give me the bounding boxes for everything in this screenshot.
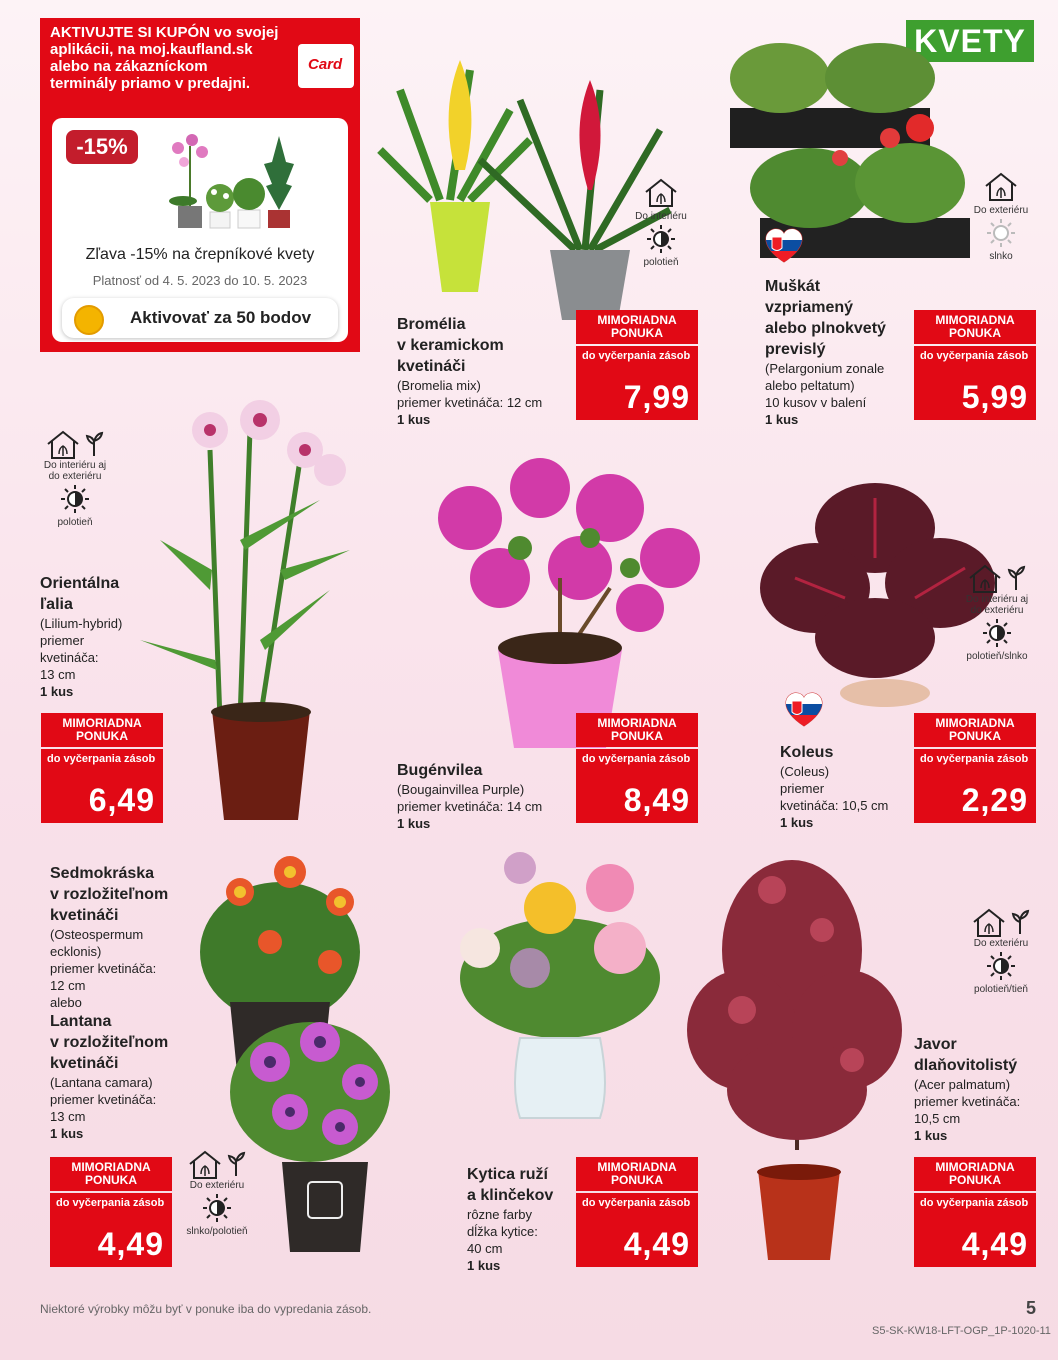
half-shade-shade-label: polotieň/tieň: [974, 984, 1028, 995]
activate-button-label: Aktivovať za 50 bodov: [130, 308, 312, 327]
product-desc: (Osteospermum ecklonis) priemer kvetináča: 12 cm alebo: [50, 927, 157, 1010]
product-name: Bromélia v keramickom kvetináči: [397, 316, 504, 375]
footer-note: Niektoré výrobky môžu byť v ponuke iba do vypredania zásob.: [40, 1302, 372, 1316]
coupon-validity: Platnosť od 4. 5. 2023 do 10. 5. 2023: [92, 273, 308, 288]
sprout-icon: [1006, 564, 1026, 590]
sun-half-shade-icon: [202, 1193, 232, 1223]
price-panel: [50, 1193, 172, 1267]
product-qty: 1 kus: [40, 684, 74, 699]
product-name-alt: Lantana v rozložiteľnom kvetináči: [50, 1013, 169, 1072]
stock-note: do vyčerpania zásob: [47, 753, 156, 765]
half-shade-icon: [60, 484, 90, 514]
offer-badge: MIMORIADNA PONUKA: [576, 310, 698, 344]
price: 4,49: [961, 1226, 1028, 1262]
product-koleus: [780, 742, 910, 831]
sun-half-shade-label: slnko/polotieň: [186, 1226, 248, 1237]
product-qty: 1 kus: [397, 816, 431, 831]
coupon-card: [52, 118, 348, 342]
stock-note: do vyčerpania zásob: [56, 1197, 165, 1209]
activate-coupon-button[interactable]: [62, 298, 338, 338]
half-shade-label: polotieň: [57, 517, 93, 528]
kaufland-card-logo: [298, 44, 354, 88]
coupon-description: Zľava -15% na črepníkové kvety: [85, 246, 315, 263]
offer-badge: MIMORIADNA PONUKA: [576, 713, 698, 747]
sun-icon: [986, 218, 1016, 248]
sprout-icon: [84, 430, 104, 456]
print-code: S5-SK-KW18-LFT-OGP_1P-1020-11: [872, 1325, 1051, 1337]
product-javor: [914, 1034, 1049, 1144]
product-desc: (Acer palmatum) priemer kvetináča: 10,5 cm: [914, 1077, 1021, 1126]
price-panel: [576, 749, 698, 823]
exterior-label: Do exteriéru: [973, 938, 1029, 949]
product-desc: (Bromelia mix) priemer kvetináča: 12 cm: [397, 378, 543, 410]
product-kytica: [467, 1164, 577, 1274]
half-shade-sun-label: polotieň/slnko: [966, 651, 1028, 662]
bromelia-care-icons: [626, 178, 696, 268]
product-desc: (Pelargonium zonale alebo peltatum) 10 kusov v balení: [765, 361, 885, 410]
price-panel: [914, 749, 1036, 823]
price-panel: [41, 749, 163, 823]
price-box-bugenvilea: [576, 713, 698, 823]
price-panel: [914, 346, 1036, 420]
product-name: Kytica ruží a klinčekov: [467, 1166, 554, 1204]
kytica-image: [450, 848, 670, 1148]
product-qty: 1 kus: [780, 815, 814, 830]
offer-badge: MIMORIADNA PONUKA: [914, 1157, 1036, 1191]
product-desc: rôzne farby dĺžka kytice: 40 cm: [467, 1207, 538, 1256]
price: 6,49: [88, 782, 155, 818]
price-box-bromelia: [576, 310, 698, 420]
price: 8,49: [623, 782, 690, 818]
offer-badge: MIMORIADNA PONUKA: [914, 713, 1036, 747]
product-bugenvilea: [397, 760, 577, 832]
house-icon: [188, 1150, 222, 1180]
product-qty: 1 kus: [467, 1258, 501, 1273]
sprout-icon: [1010, 908, 1030, 934]
price-box-javor: [914, 1157, 1036, 1267]
coupon-plants-image: [148, 126, 338, 238]
house-icon: [972, 908, 1006, 938]
product-name: Javor dlaňovitolistý: [914, 1036, 1018, 1074]
house-icon: [46, 430, 80, 460]
product-name: Bugénvilea: [397, 762, 483, 779]
coin-icon: [74, 305, 104, 335]
stock-note: do vyčerpania zásob: [920, 350, 1029, 362]
slovak-flag-heart-icon: [764, 228, 804, 264]
javor-image: [682, 830, 912, 1270]
product-desc: (Lilium-hybrid) priemer kvetináča: 13 cm: [40, 616, 123, 682]
price: 5,99: [961, 379, 1028, 415]
house-icon: [984, 172, 1018, 202]
coupon-headline: AKTIVUJTE SI KUPÓN vo svojej aplikácii, na moj.kaufland.sk alebo na zákazníckom terminály priamo v predajni.: [50, 24, 279, 92]
price-panel: [576, 346, 698, 420]
stock-note: do vyčerpania zásob: [920, 1197, 1029, 1209]
product-name: Orientálna ľalia: [40, 575, 120, 613]
interior-label: Do interiéru: [635, 211, 687, 222]
product-bromelia: [397, 314, 577, 428]
product-desc: (Coleus) priemer kvetináča: 10,5 cm: [780, 764, 889, 813]
category-banner: KVETY: [906, 20, 1034, 62]
muskat-care-icons: [966, 172, 1036, 262]
price: 4,49: [623, 1226, 690, 1262]
offer-badge: MIMORIADNA PONUKA: [41, 713, 163, 747]
price-box-koleus: [914, 713, 1036, 823]
stock-note: do vyčerpania zásob: [582, 753, 691, 765]
price-box-sedmokraska: [50, 1157, 172, 1267]
sedmokraska-care-icons: [182, 1150, 252, 1237]
product-qty: 1 kus: [765, 412, 799, 427]
exterior-label: Do exteriéru: [973, 205, 1029, 216]
price-box-muskat: [914, 310, 1036, 420]
page-number: 5: [1026, 1298, 1037, 1318]
exterior-label: Do exteriéru: [189, 1180, 245, 1191]
card-logo-text: Card: [308, 56, 343, 73]
product-name: Muškát vzpriamený alebo plnokvetý previslý: [765, 278, 886, 358]
stock-note: do vyčerpania zásob: [582, 350, 691, 362]
house-icon: [968, 564, 1002, 594]
stock-note: do vyčerpania zásob: [920, 753, 1029, 765]
offer-badge: MIMORIADNA PONUKA: [50, 1157, 172, 1191]
product-sedmokraska: [50, 863, 190, 1142]
sprout-icon: [226, 1150, 246, 1176]
half-shade-icon: [986, 951, 1016, 981]
product-lalia: [40, 573, 160, 700]
offer-badge: MIMORIADNA PONUKA: [914, 310, 1036, 344]
half-shade-icon: [982, 618, 1012, 648]
price: 4,49: [97, 1226, 164, 1262]
interior-exterior-label: Do interiéru aj do exteriéru: [965, 594, 1029, 616]
koleus-care-icons: [962, 564, 1032, 662]
house-icon: [644, 178, 678, 208]
javor-care-icons: [966, 908, 1036, 995]
sun-label: slnko: [989, 251, 1013, 262]
product-desc: (Bougainvillea Purple) priemer kvetináča: 14 cm: [397, 782, 543, 814]
price-box-lalia: [41, 713, 163, 823]
price-panel: [576, 1193, 698, 1267]
product-qty: 1 kus: [50, 1126, 84, 1141]
price-box-kytica: [576, 1157, 698, 1267]
product-qty: 1 kus: [914, 1128, 948, 1143]
interior-exterior-label: Do interiéru aj do exteriéru: [43, 460, 107, 482]
half-shade-icon: [646, 224, 676, 254]
product-muskat: [765, 276, 915, 428]
half-shade-label: polotieň: [643, 257, 679, 268]
price-panel: [914, 1193, 1036, 1267]
offer-badge: MIMORIADNA PONUKA: [576, 1157, 698, 1191]
product-qty: 1 kus: [397, 412, 431, 427]
lalia-care-icons: [40, 430, 110, 528]
product-name: Sedmokráska v rozložiteľnom kvetináči: [50, 865, 169, 924]
bugenvilea-image: [410, 458, 720, 748]
slovak-flag-heart-icon: [784, 692, 824, 728]
stock-note: do vyčerpania zásob: [582, 1197, 691, 1209]
product-desc-alt: (Lantana camara) priemer kvetináča: 13 cm: [50, 1075, 157, 1124]
price: 7,99: [623, 379, 690, 415]
muskat-image: [690, 18, 970, 280]
price: 2,29: [961, 782, 1028, 818]
discount-badge: -15%: [66, 130, 138, 164]
coupon-panel: [40, 18, 360, 352]
product-name: Koleus: [780, 744, 834, 761]
